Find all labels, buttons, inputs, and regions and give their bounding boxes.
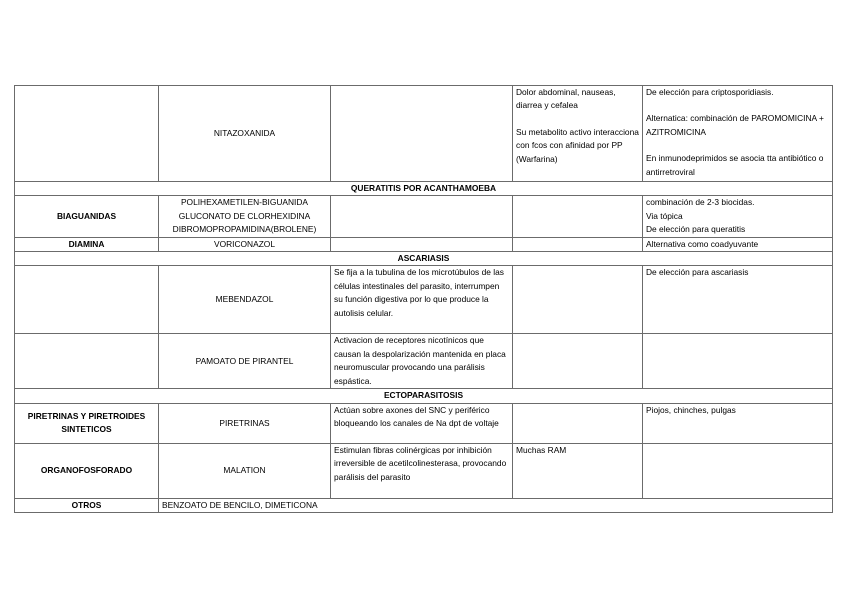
- section-title: ASCARIASIS: [15, 252, 833, 266]
- section-row: [15, 389, 833, 403]
- group-cell: BIAGUANIDAS: [15, 196, 159, 237]
- notes-cell: [643, 86, 833, 182]
- mechanism-cell: [331, 196, 513, 237]
- adverse-cell: Muchas RAM: [513, 443, 643, 498]
- table-row: [15, 196, 833, 237]
- group-cell: [15, 334, 159, 389]
- table-row: [15, 334, 833, 389]
- notes-text: Alternatica: combinación de PAROMOMICINA + AZITROMICINA: [646, 113, 824, 137]
- mechanism-cell: Actúan sobre axones del SNC y periférico bloqueando los canales de Na dpt de voltaje: [331, 403, 513, 443]
- table-row: [15, 443, 833, 498]
- mechanism-cell: Se fija a la tubulina de los microtúbulos de las células intestinales del parasito, interrumpen su función digestiva por lo que produce la autolisis celular.: [331, 266, 513, 334]
- adverse-cell: [513, 334, 643, 389]
- notes-text: combinación de 2-3 biocidas.: [646, 197, 755, 208]
- mechanism-cell: Activacion de receptores nicotínicos que causan la despolarización mantenida en placa neuromuscular provocando una parálisis espástica.: [331, 334, 513, 389]
- table-row: [15, 498, 833, 512]
- group-cell: [15, 86, 159, 182]
- drug-name: DIBROMOPROPAMIDINA(BROLENE): [172, 224, 317, 235]
- drug-cell: MEBENDAZOL: [159, 266, 331, 334]
- adverse-cell: [513, 196, 643, 237]
- notes-cell: [643, 196, 833, 237]
- drug-table: [14, 85, 833, 513]
- drug-cell: MALATION: [159, 443, 331, 498]
- notes-text: De elección para queratitis: [646, 224, 746, 235]
- adverse-cell: [513, 237, 643, 251]
- drug-cell: NITAZOXANIDA: [159, 86, 331, 182]
- notes-cell: De elección para ascariasis: [643, 266, 833, 334]
- adverse-cell: [513, 403, 643, 443]
- group-cell: OTROS: [15, 498, 159, 512]
- notes-text: Via tópica: [646, 210, 683, 221]
- drug-cell: [159, 196, 331, 237]
- adverse-cell: [513, 266, 643, 334]
- table-row: [15, 237, 833, 251]
- mechanism-cell: [331, 86, 513, 182]
- drug-cell: BENZOATO DE BENCILO, DIMETICONA: [159, 498, 833, 512]
- notes-cell: [643, 334, 833, 389]
- group-cell: ORGANOFOSFORADO: [15, 443, 159, 498]
- drug-name: POLIHEXAMETILEN-BIGUANIDA: [180, 197, 309, 208]
- notes-cell: [643, 443, 833, 498]
- notes-text: En inmunodeprimidos se asocia tta antibiótico o antirretroviral: [646, 153, 824, 177]
- table-row: [15, 86, 833, 182]
- table-row: [15, 266, 833, 334]
- adverse-text: Dolor abdominal, nauseas, diarrea y cefalea: [516, 87, 616, 111]
- group-cell: [15, 266, 159, 334]
- section-row: [15, 182, 833, 196]
- mechanism-cell: [331, 237, 513, 251]
- drug-cell: PIRETRINAS: [159, 403, 331, 443]
- section-title: ECTOPARASITOSIS: [15, 389, 833, 403]
- adverse-cell: [513, 86, 643, 182]
- section-title: QUERATITIS POR ACANTHAMOEBA: [15, 182, 833, 196]
- drug-name: GLUCONATO DE CLORHEXIDINA: [178, 210, 311, 221]
- group-cell: PIRETRINAS Y PIRETROIDES SINTETICOS: [15, 403, 159, 443]
- notes-text: De elección para criptosporidiasis.: [646, 87, 774, 97]
- table-row: [15, 403, 833, 443]
- mechanism-cell: Estimulan fibras colinérgicas por inhibición irreversible de acetilcolinesterasa, provocando parálisis del parasito: [331, 443, 513, 498]
- group-cell: DIAMINA: [15, 237, 159, 251]
- section-row: [15, 252, 833, 266]
- notes-cell: Alternativa como coadyuvante: [643, 237, 833, 251]
- drug-cell: PAMOATO DE PIRANTEL: [159, 334, 331, 389]
- notes-cell: Piojos, chinches, pulgas: [643, 403, 833, 443]
- adverse-text: Su metabolito activo interacciona con fcos con afinidad por PP (Warfarina): [516, 126, 639, 164]
- drug-cell: VORICONAZOL: [159, 237, 331, 251]
